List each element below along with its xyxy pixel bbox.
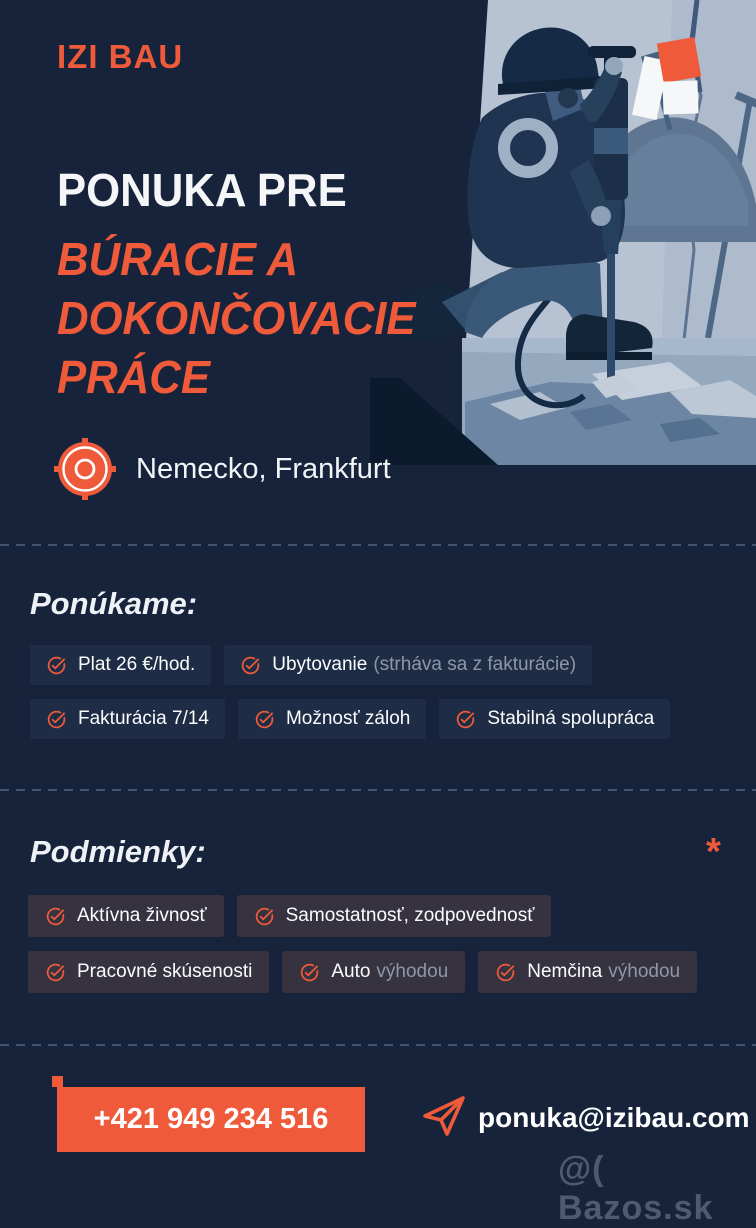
offer-chip [30, 645, 211, 685]
check-circle-icon [240, 655, 261, 676]
offer-chip [439, 699, 670, 739]
check-circle-icon [46, 655, 67, 676]
chip-label: Stabilná spolupráca [487, 708, 655, 729]
condition-chip [28, 951, 269, 993]
offer-chip-list [30, 645, 730, 739]
hero-subtitle [57, 230, 416, 407]
chip-label: Aktívna živnosť [77, 905, 207, 926]
condition-chip [282, 951, 465, 993]
condition-chip [237, 895, 552, 937]
chip-label: Pracovné skúsenosti [77, 961, 253, 982]
chip-label: Ubytovanie [272, 654, 368, 675]
offer-chip [30, 699, 225, 739]
offer-chip [224, 645, 592, 685]
dashed-divider [0, 544, 756, 546]
check-circle-icon [455, 709, 476, 730]
brand-logo-text: IZI BAU [57, 38, 184, 75]
check-circle-icon [45, 906, 66, 927]
conditions-chip-list [28, 895, 734, 993]
required-asterisk: * [706, 831, 721, 873]
dashed-divider [0, 1044, 756, 1046]
bazos-watermark: @( Bazos.sk [558, 1150, 714, 1227]
check-circle-icon [299, 962, 320, 983]
offer-heading: Ponúkame: [30, 586, 198, 621]
check-circle-icon [45, 962, 66, 983]
chip-label: Auto [331, 961, 371, 982]
send-paper-plane-icon[interactable] [418, 1088, 470, 1140]
chip-label: Nemčina [527, 961, 603, 982]
hero-subtitle-line: PRÁCE [57, 351, 210, 403]
location-row [54, 438, 391, 500]
chip-muted-label: výhodou [608, 961, 681, 982]
phone-button[interactable]: +421 949 234 516 [57, 1087, 365, 1152]
chip-label: Možnosť záloh [285, 708, 411, 729]
conditions-heading: Podmienky: [30, 834, 206, 869]
condition-chip [28, 895, 224, 937]
email-link[interactable]: ponuka@izibau.com [478, 1102, 750, 1133]
dashed-divider [0, 789, 756, 791]
check-circle-icon [46, 709, 67, 730]
hero-subtitle-line: DOKONČOVACIE [57, 292, 416, 344]
check-circle-icon [254, 709, 275, 730]
location-target-icon [54, 438, 116, 500]
check-circle-icon [495, 962, 516, 983]
location-text: Nemecko, Frankfurt [136, 452, 391, 485]
chip-muted-label: (strháva sa z fakturácie) [373, 654, 577, 675]
hero-subtitle-line: BÚRACIE A [57, 233, 299, 285]
chip-label: Samostatnosť, zodpovednosť [285, 905, 535, 926]
chip-muted-label: výhodou [376, 961, 449, 982]
check-circle-icon [254, 906, 275, 927]
chip-label: Fakturácia 7/14 [78, 708, 209, 729]
chip-label: Plat 26 €/hod. [78, 654, 196, 675]
hero-title: PONUKA PRE [57, 164, 347, 216]
brand-logo-icon [636, 38, 706, 120]
condition-chip [478, 951, 697, 993]
offer-chip [238, 699, 426, 739]
